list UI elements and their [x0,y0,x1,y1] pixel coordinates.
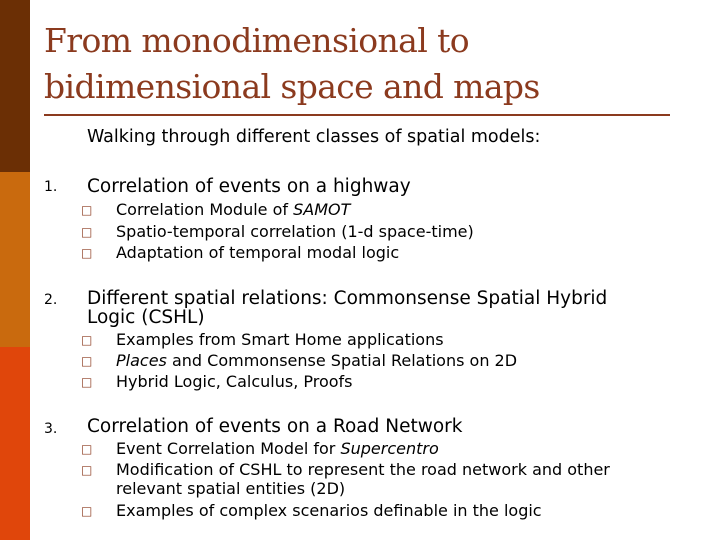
square-bullet-icon: □ [81,375,93,389]
item-heading-line: Correlation of events on a highway [87,176,411,197]
item-heading [87,289,607,327]
slide-title [44,18,684,110]
square-bullet-icon: □ [81,246,93,260]
square-bullet-icon: □ [81,203,93,217]
item-number: 2. [44,292,58,308]
sub-item: Event Correlation Model for Supercentro [116,439,439,458]
sub-item: Spatio-temporal correlation (1-d space-time) [116,222,474,241]
sidebar-band-orange [0,172,30,347]
sidebar-color-bands [0,0,30,540]
item-heading [87,417,463,436]
square-bullet-icon: □ [81,442,93,456]
title-underline [44,114,670,116]
sub-item: Modification of CSHL to represent the road network and other [116,460,610,479]
intro-text: Walking through different classes of spatial models: [87,127,541,147]
sidebar-band-dark [0,0,30,172]
item-heading [87,177,411,196]
item-heading-line: Different spatial relations: Commonsense Spatial Hybrid [87,288,608,309]
item-number: 1. [44,179,58,195]
sidebar-band-red [0,347,30,540]
square-bullet-icon: □ [81,333,93,347]
item-heading-line: Correlation of events on a Road Network [87,416,463,437]
square-bullet-icon: □ [81,225,93,239]
square-bullet-icon: □ [81,354,93,368]
sub-item: Hybrid Logic, Calculus, Proofs [116,372,353,391]
sub-item: Examples from Smart Home applications [116,330,444,349]
sub-item: Correlation Module of SAMOT [116,200,351,219]
square-bullet-icon: □ [81,504,93,518]
title-line-2: bidimensional space and maps [44,67,540,106]
sub-item: Examples of complex scenarios definable in the logic [116,501,542,520]
item-heading-line: Logic (CSHL) [87,307,205,328]
sub-item-continuation: relevant spatial entities (2D) [116,479,346,498]
sub-item: Adaptation of temporal modal logic [116,243,400,262]
title-line-1: From monodimensional to [44,21,470,60]
square-bullet-icon: □ [81,463,93,477]
item-number: 3. [44,421,58,437]
sub-item: Places and Commonsense Spatial Relations on 2D [116,351,518,370]
